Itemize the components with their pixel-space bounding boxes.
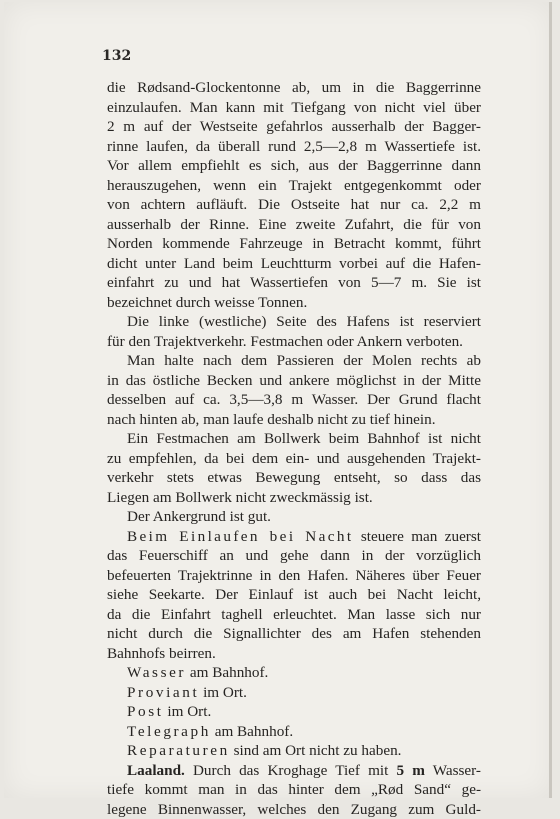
text-line bbox=[107, 527, 481, 547]
facility-row bbox=[107, 663, 481, 683]
text-line: Vor allem empfiehlt es sich, aus der Baggerrinne dann bbox=[107, 156, 481, 176]
facilities-list bbox=[107, 663, 481, 761]
facility-label: Telegraph bbox=[127, 723, 211, 740]
text-line: für den Trajektverkehr. Festmachen oder Ankern verboten. bbox=[107, 332, 481, 352]
paragraphs bbox=[107, 78, 481, 527]
body-text bbox=[107, 78, 481, 819]
text-line: desselben auf ca. 3,5—3,8 m Wasser. Der Grund flacht bbox=[107, 390, 481, 410]
facility-value: am Bahnhof. bbox=[186, 664, 268, 681]
text-line: Bahnhofs beirren. bbox=[107, 644, 481, 664]
text-line: einzulaufen. Man kann mit Tiefgang von nicht viel über bbox=[107, 98, 481, 118]
text-line: Norden kommende Fahrzeuge in Betracht kommt, führt bbox=[107, 234, 481, 254]
text-line: ausserhalb der Rinne. Eine zweite Zufahrt, die für von bbox=[107, 215, 481, 235]
facility-label: Proviant bbox=[127, 684, 199, 701]
text-fragment: Wasser- bbox=[425, 762, 481, 779]
text-line: da die Einfahrt taghell erleuchtet. Man lasse sich nur bbox=[107, 605, 481, 625]
night-paragraph bbox=[107, 527, 481, 664]
text-line: Der Ankergrund ist gut. bbox=[107, 507, 481, 527]
facility-value: sind am Ort nicht zu haben. bbox=[230, 742, 402, 759]
facility-row bbox=[107, 741, 481, 761]
text-line: verkehr stets etwas Bewegung entseht, so dass das bbox=[107, 468, 481, 488]
page-number: 132 bbox=[102, 48, 131, 64]
section-heading: Laaland. bbox=[127, 762, 185, 779]
text-line: herauszugehen, wenn ein Trajekt entgegenkommt oder bbox=[107, 176, 481, 196]
text-line: einfahrt zu und hat Wassertiefen von 5—7 m. Sie ist bbox=[107, 273, 481, 293]
text-line: siehe Seekarte. Der Einlauf ist auch bei Nacht leicht, bbox=[107, 585, 481, 605]
book-page bbox=[4, 2, 552, 798]
text-line: Die linke (westliche) Seite des Hafens ist reserviert bbox=[107, 312, 481, 332]
text-line: von achtern aufläuft. Die Ostseite hat nur ca. 2,2 m bbox=[107, 195, 481, 215]
facility-label: Wasser bbox=[127, 664, 186, 681]
text-line: Man halte nach dem Passieren der Molen rechts ab bbox=[107, 351, 481, 371]
facility-row bbox=[107, 722, 481, 742]
paragraph bbox=[107, 429, 481, 507]
facility-row bbox=[107, 683, 481, 703]
text-line: dicht unter Land beim Leuchtturm vorbei auf die Hafen- bbox=[107, 254, 481, 274]
text-fragment: Durch das Kroghage Tief mit bbox=[185, 762, 397, 779]
text-line: legene Binnenwasser, welches den Zugang zum Guld- bbox=[107, 800, 481, 819]
text-line: rinne laufen, da überall rund 2,5—2,8 m Wassertiefe ist. bbox=[107, 137, 481, 157]
text-line: die Rødsand-Glockentonne ab, um in die Baggerrinne bbox=[107, 78, 481, 98]
night-lines bbox=[107, 546, 481, 663]
text-line: zu empfehlen, da bei dem ein- und ausgehenden Trajekt- bbox=[107, 449, 481, 469]
facility-value: im Ort. bbox=[199, 684, 247, 701]
paragraph bbox=[107, 507, 481, 527]
paragraph bbox=[107, 78, 481, 312]
spaced-lead: Beim Einlaufen bei Nacht bbox=[127, 528, 353, 545]
facility-label: Post bbox=[127, 703, 164, 720]
text-line: nicht durch die Signallichter des am Hafen stehenden bbox=[107, 624, 481, 644]
paragraph bbox=[107, 351, 481, 429]
facility-label: Reparaturen bbox=[127, 742, 230, 759]
text-line: 2 m auf der Westseite gefahrlos ausserhalb der Bagger- bbox=[107, 117, 481, 137]
text-fragment: steuere man zuerst bbox=[353, 528, 481, 545]
text-line: Ein Festmachen am Bollwerk beim Bahnhof ist nicht bbox=[107, 429, 481, 449]
laaland-lines bbox=[107, 780, 481, 819]
text-line: bezeichnet durch weisse Tonnen. bbox=[107, 293, 481, 313]
text-line: in das östliche Becken und ankere möglichst in der Mitte bbox=[107, 371, 481, 391]
text-line: das Feuerschiff an und gehe dann in der vorzüglich bbox=[107, 546, 481, 566]
laaland-paragraph bbox=[107, 761, 481, 819]
page-edge bbox=[549, 2, 552, 798]
text-line: Liegen am Bollwerk nicht zweckmässig ist. bbox=[107, 488, 481, 508]
facility-row bbox=[107, 702, 481, 722]
facility-value: im Ort. bbox=[164, 703, 212, 720]
paragraph bbox=[107, 312, 481, 351]
text-line: nach hinten ab, man laufe deshalb nicht zu tief hinein. bbox=[107, 410, 481, 430]
facility-value: am Bahnhof. bbox=[211, 723, 293, 740]
text-line: tiefe kommt man in das hinter dem „Rød Sand“ ge- bbox=[107, 780, 481, 800]
text-line bbox=[107, 761, 481, 781]
text-line: befeuerten Trajektrinne in den Hafen. Näheres über Feuer bbox=[107, 566, 481, 586]
depth-value: 5 m bbox=[397, 762, 425, 779]
